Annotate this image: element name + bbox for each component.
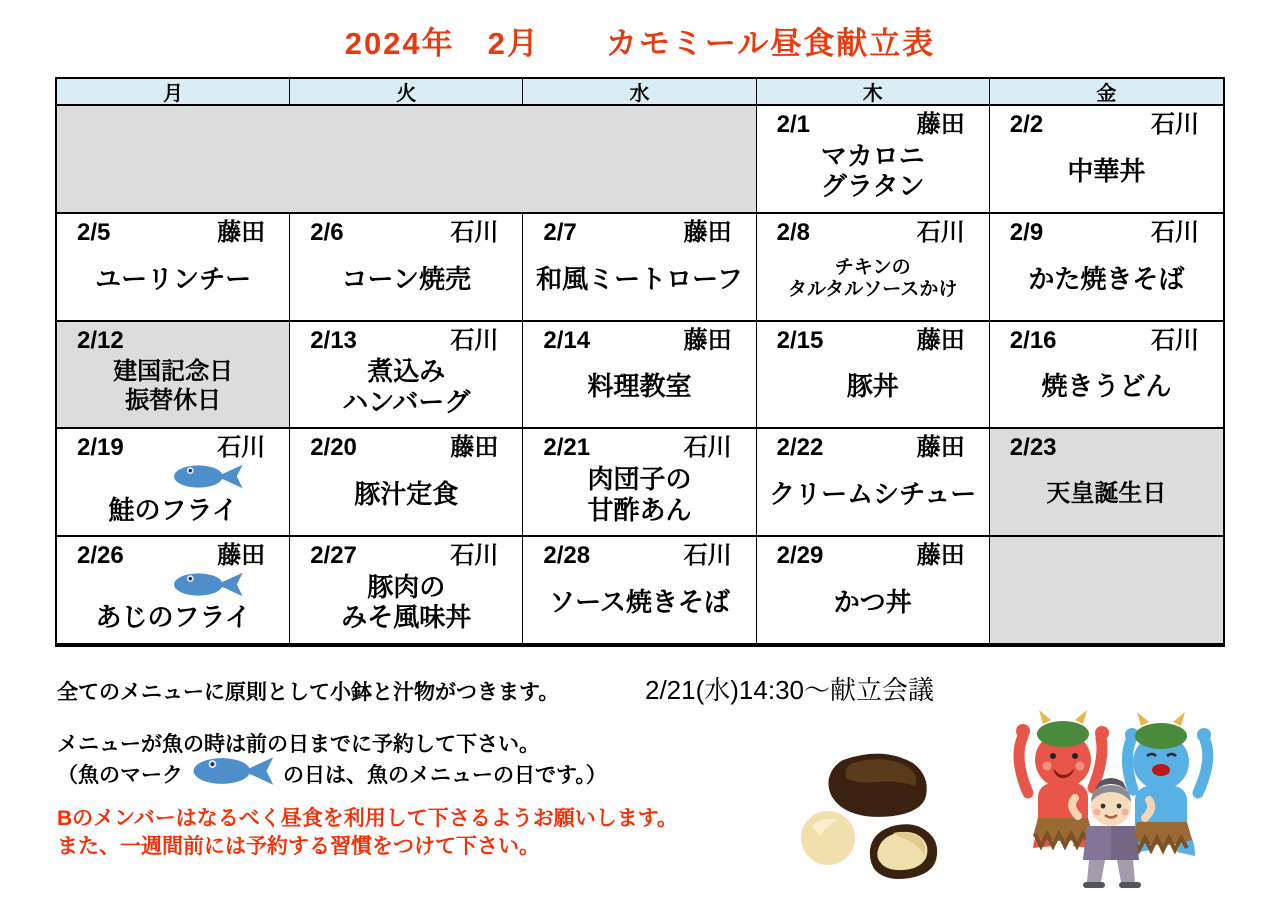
date-line [757, 214, 989, 247]
menu-line: かつ丼 [833, 587, 912, 618]
cell-date: 2/15 [776, 326, 824, 354]
cell-staff: 藤田 [916, 434, 965, 462]
date-line [990, 429, 1223, 462]
date-line [523, 537, 755, 570]
cell-menu [523, 246, 755, 319]
chocolate-illustration [798, 738, 943, 888]
menu-line: マカロニ [820, 140, 925, 171]
cell-menu [757, 246, 989, 319]
cell-date: 2/19 [77, 434, 124, 462]
cell-date: 2/16 [1009, 326, 1057, 354]
cell-date: 2/2 [1009, 111, 1044, 138]
cell-staff: 石川 [916, 218, 965, 246]
cell-date: 2/29 [776, 542, 824, 570]
calendar-cell-2-19 [57, 429, 290, 537]
menu-line: みそ風味丼 [341, 602, 472, 633]
calendar-cell-2-27 [290, 537, 523, 645]
date-line [990, 322, 1223, 355]
date-line [523, 322, 755, 355]
cell-menu [57, 493, 289, 536]
cell-staff: 石川 [683, 434, 732, 462]
menu-line: 肉団子の [587, 463, 692, 494]
cell-menu [57, 600, 289, 643]
cell-menu [757, 354, 989, 427]
menu-line: 振替休日 [125, 386, 222, 414]
date-line [757, 537, 989, 570]
empty-cell-week5 [990, 537, 1223, 645]
date-line [57, 214, 289, 247]
cell-date: 2/22 [776, 434, 824, 462]
day-header-4: 金 [990, 79, 1223, 106]
date-line [990, 106, 1223, 139]
cell-staff: 石川 [217, 434, 266, 462]
menu-line: あじのフライ [95, 602, 251, 633]
cell-date: 2/6 [310, 218, 344, 246]
page-title: 2024年 2月 カモミール昼食献立表 [344, 26, 936, 61]
cell-date: 2/8 [776, 218, 810, 246]
cell-date: 2/26 [77, 542, 124, 570]
cell-staff: 石川 [450, 218, 499, 246]
day-header-0: 月 [57, 79, 290, 106]
calendar-cell-2-22 [757, 429, 990, 537]
cell-date: 2/23 [1009, 434, 1057, 462]
menu-line: 焼きうどん [1041, 371, 1172, 402]
cell-menu [290, 462, 522, 535]
day-header-1: 火 [290, 79, 523, 106]
note-side-dish: 全てのメニューに原則として小鉢と汁物がつきます。 [57, 681, 560, 704]
fish-row [57, 460, 289, 493]
cell-date: 2/21 [543, 434, 591, 462]
cell-staff: 石川 [683, 542, 732, 570]
date-line [57, 322, 289, 355]
setsubun-oni-illustration [983, 698, 1235, 890]
cell-date: 2/27 [310, 542, 357, 570]
menu-line: グラタン [820, 171, 925, 202]
calendar-cell-2-8 [757, 214, 990, 322]
cell-menu [290, 570, 522, 643]
fish-icon-inline-slot [183, 753, 283, 795]
cell-staff: 藤田 [450, 434, 499, 462]
menu-line: 中華丼 [1067, 155, 1146, 186]
calendar-cell-2-6 [290, 214, 523, 322]
cell-staff: 藤田 [683, 326, 732, 354]
cell-staff: 石川 [1150, 111, 1199, 138]
cell-staff: 藤田 [683, 218, 732, 246]
note-b-members: Bのメンバーはなるべく昼食を利用して下さるようお願いします。 [57, 807, 679, 830]
cell-staff: 石川 [1150, 326, 1199, 354]
cell-staff: 藤田 [217, 218, 266, 246]
note-fish-mark-after: の日は、魚のメニューの日です。） [283, 764, 607, 787]
note-fish-reservation: メニューが魚の時は前の日までに予約して下さい。 [57, 733, 540, 756]
cell-staff: 藤田 [916, 542, 965, 570]
cell-date: 2/1 [776, 111, 810, 138]
menu-line: ユーリンチー [95, 263, 252, 294]
cell-date: 2/7 [543, 218, 577, 246]
fish-row [57, 568, 289, 601]
cell-menu [757, 139, 989, 212]
date-line [523, 429, 755, 462]
day-header-2: 水 [523, 79, 756, 106]
menu-line: かた焼きそば [1028, 263, 1185, 294]
cell-menu [523, 570, 755, 643]
cell-staff: 藤田 [217, 542, 266, 570]
menu-line: 豚丼 [846, 371, 899, 402]
date-line [757, 106, 989, 139]
cell-menu [57, 246, 289, 319]
cell-menu [523, 462, 755, 535]
cell-date: 2/28 [543, 542, 591, 570]
cell-menu [757, 570, 989, 643]
calendar-cell-2-14 [523, 322, 756, 430]
cell-date: 2/9 [1009, 218, 1044, 246]
cell-menu [990, 354, 1223, 427]
note-week-before: また、一週間前には予約する習慣をつけて下さい。 [57, 835, 540, 858]
calendar-cell-2-1 [757, 106, 990, 214]
calendar-cell-2-28 [523, 537, 756, 645]
cell-menu [290, 354, 522, 427]
meeting-info: 2/21(水)14:30〜献立会議 [645, 675, 934, 705]
menu-line: 和風ミートローフ [536, 263, 743, 294]
calendar-cell-2-15 [757, 322, 990, 430]
menu-calendar [55, 77, 1225, 647]
calendar-cell-2-23 [990, 429, 1223, 537]
blue-oni [1125, 712, 1211, 856]
cell-date: 2/14 [543, 326, 591, 354]
cell-menu [290, 246, 522, 319]
date-line [990, 214, 1223, 247]
date-line [290, 322, 522, 355]
cell-menu [990, 462, 1223, 535]
cell-date: 2/12 [77, 326, 124, 354]
menu-line: 鮭のフライ [108, 494, 238, 525]
menu-line: 豚肉の [367, 571, 446, 602]
menu-line: クリームシチュー [769, 479, 977, 510]
menu-line: 料理教室 [587, 371, 692, 402]
day-header-3: 木 [757, 79, 990, 106]
menu-line: 煮込み [367, 356, 446, 387]
cell-date: 2/5 [77, 218, 111, 246]
menu-line: タルタルソースかけ [788, 278, 958, 300]
date-line [290, 429, 522, 462]
date-line [57, 537, 289, 570]
cell-menu [990, 139, 1223, 212]
cell-menu [757, 462, 989, 535]
cell-staff: 藤田 [916, 326, 965, 354]
date-line [290, 537, 522, 570]
date-line [523, 214, 755, 247]
date-line [57, 429, 289, 462]
empty-cell-week1 [57, 106, 757, 214]
calendar-cell-2-26 [57, 537, 290, 645]
menu-line: 天皇誕生日 [1046, 480, 1167, 508]
cell-menu [57, 354, 289, 427]
note-fish-mark [57, 753, 607, 795]
calendar-cell-2-5 [57, 214, 290, 322]
cell-staff: 石川 [450, 326, 499, 354]
menu-line: 建国記念日 [113, 358, 234, 386]
calendar-cell-2-29 [757, 537, 990, 645]
cell-staff: 藤田 [916, 111, 965, 138]
fish-icon [171, 461, 245, 492]
fish-icon [171, 569, 245, 600]
menu-line: ソース焼きそば [549, 587, 730, 618]
cell-date: 2/13 [310, 326, 357, 354]
menu-line: 豚汁定食 [354, 479, 459, 510]
menu-line: 甘酢あん [587, 494, 692, 525]
menu-line: コーン焼売 [341, 263, 472, 294]
calendar-cell-2-16 [990, 322, 1223, 430]
calendar-cell-2-13 [290, 322, 523, 430]
cell-staff: 石川 [450, 542, 499, 570]
calendar-cell-2-2 [990, 106, 1223, 214]
menu-line: ハンバーグ [342, 386, 471, 417]
calendar-cell-2-21 [523, 429, 756, 537]
cell-date: 2/20 [310, 434, 357, 462]
calendar-cell-2-7 [523, 214, 756, 322]
menu-line: チキンの [834, 256, 911, 278]
date-line [757, 429, 989, 462]
cell-menu [523, 354, 755, 427]
fish-icon [187, 753, 279, 789]
calendar-cell-2-9 [990, 214, 1223, 322]
calendar-cell-2-20 [290, 429, 523, 537]
cell-menu [990, 246, 1223, 319]
note-fish-mark-before: （魚のマーク [57, 764, 183, 787]
cell-staff: 石川 [1150, 218, 1199, 246]
calendar-cell-2-12 [57, 322, 290, 430]
date-line [290, 214, 522, 247]
date-line [757, 322, 989, 355]
